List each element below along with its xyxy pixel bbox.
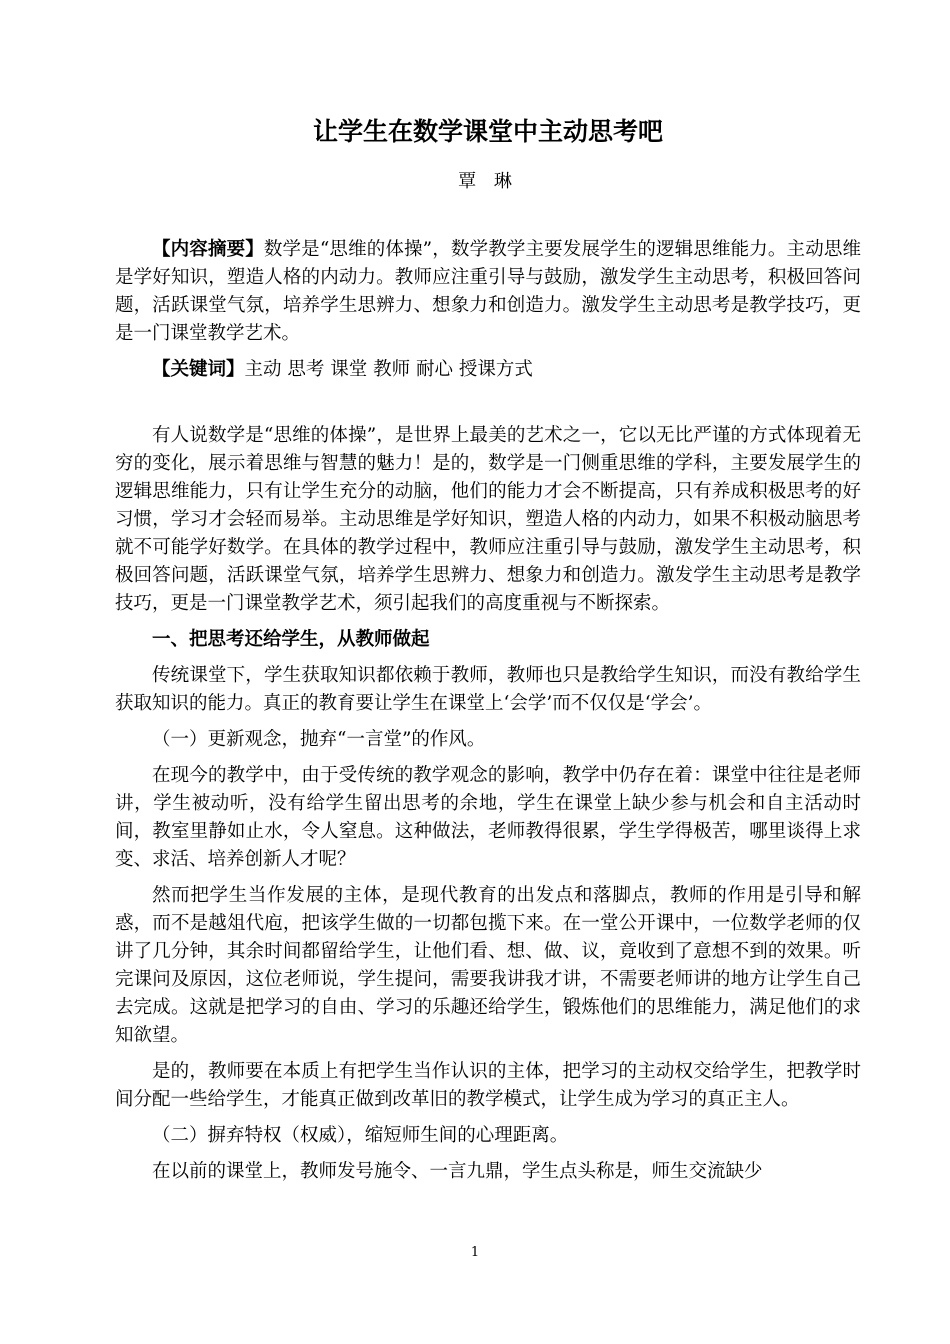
document-title: 让学生在数学课堂中主动思考吧 — [312, 117, 663, 146]
subheading-2: （二）摒弃特权（权威），缩短师生间的心理距离。 — [152, 1125, 569, 1146]
section-heading-1: 一、把思考还给学生，从教师做起 — [152, 629, 430, 650]
page-number: 1 — [470, 1245, 480, 1260]
abstract-paragraph — [115, 236, 861, 348]
subheading-1: （一）更新观念，抛弃“一言堂”的作风。 — [152, 729, 486, 750]
abstract-text: 数学是“思维的体操”，数学教学主要发展学生的逻辑思维能力。主动思维是学好知识，塑造人格的内动力。教师应注重引导与鼓励，激发学生主动思考，积极回答问题，活跃课堂气氛，培养学生思辨力、想象力和创造力。激发学生主动思考是教学技巧，更是一门课堂教学艺术。 — [115, 239, 861, 344]
keywords-paragraph — [115, 356, 861, 384]
page-body — [115, 112, 861, 1186]
keywords-label: 【关键词】 — [152, 359, 245, 380]
abstract-label: 【内容摘要】 — [152, 239, 264, 260]
body-paragraph-4: 是的，教师要在本质上有把学生当作认识的主体，把学习的主动权交给学生，把教学时间分配一些给学生，才能真正做到改革旧的教学模式，让学生成为学习的真正主人。 — [115, 1061, 861, 1110]
body-paragraph-1: 传统课堂下，学生获取知识都依赖于教师，教师也只是教给学生知识，而没有教给学生获取知识的能力。真正的教育要让学生在课堂上‘会学’而不仅仅是‘学会’。 — [115, 665, 861, 714]
intro-paragraph: 有人说数学是“思维的体操”，是世界上最美的艺术之一，它以无比严谨的方式体现着无穷的变化，展示着思维与智慧的魅力！是的，数学是一门侧重思维的学科，主要发展学生的逻辑思维能力，只有让学生充分的动脑，他们的能力才会不断提高，只有养成积极思考的好习惯，学习才会轻而易举。主动思维是学好知识，塑造人格的内动力，如果不积极动脑思考就不可能学好数学。在具体的教学过程中，教师应注重引导与鼓励，激发学生主动思考，积极回答问题，活跃课堂气氛，培养学生思辨力、想象力和创造力。激发学生主动思考是教学技巧，更是一门课堂教学艺术，须引起我们的高度重视与不断探索。 — [115, 425, 861, 614]
body-paragraph-3: 然而把学生当作发展的主体，是现代教育的出发点和落脚点，教师的作用是引导和解惑，而不是越俎代庖，把该学生做的一切都包揽下来。在一堂公开课中，一位数学老师的仅讲了几分钟，其余时间都留给学生，让他们看、想、做、议，竟收到了意想不到的效果。听完课问及原因，这位老师说，学生提问，需要我讲我才讲，不需要老师讲的地方让学生自己去完成。这就是把学习的自由、学习的乐趣还给学生，锻炼他们的思维能力，满足他们的求知欲望。 — [115, 885, 861, 1046]
body-paragraph-2: 在现今的教学中，由于受传统的教学观念的影响，教学中仍存在着：课堂中往往是老师讲，学生被动听，没有给学生留出思考的余地，学生在课堂上缺少参与机会和自主活动时间，教室里静如止水，令人窒息。这种做法，老师教得很累，学生学得极苦，哪里谈得上求变、求活、培养创新人才呢？ — [115, 765, 861, 870]
keywords-text: 主动 思考 课堂 教师 耐心 授课方式 — [244, 359, 533, 380]
body-paragraph-5: 在以前的课堂上，教师发号施令、一言九鼎，学生点头称是，师生交流缺少 — [152, 1161, 763, 1182]
author-name: 覃 琳 — [458, 171, 518, 192]
